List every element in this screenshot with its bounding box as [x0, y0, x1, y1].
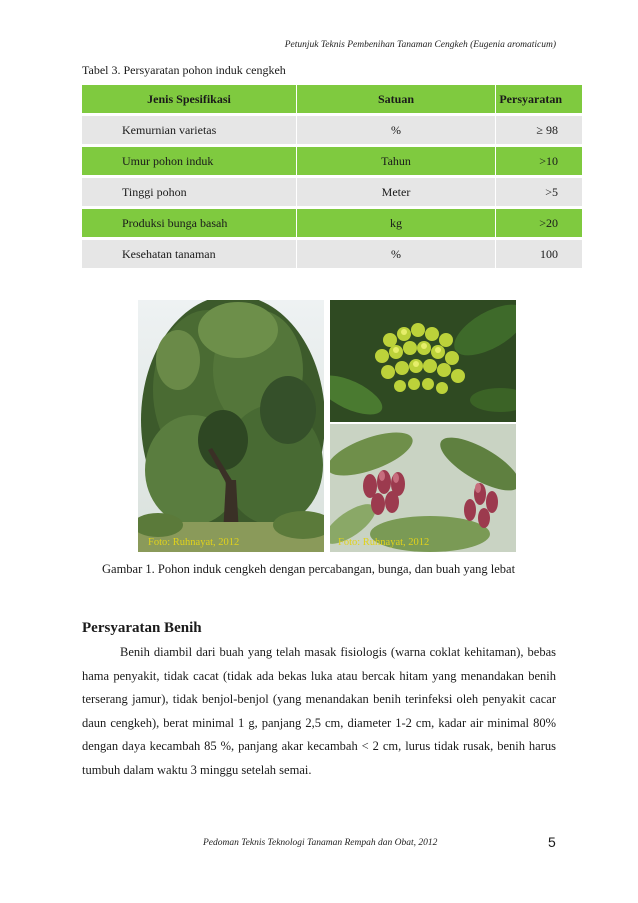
table-header-row — [82, 85, 582, 113]
photo-clove-fruits — [330, 424, 516, 552]
table-cell-unit: Meter — [296, 178, 495, 206]
table-cell-unit: Tahun — [296, 147, 495, 175]
figure-caption: Gambar 1. Pohon induk cengkeh dengan percabangan, bunga, dan buah yang lebat — [102, 562, 516, 576]
table-cell-requirement: ≥ 98 — [495, 116, 582, 144]
table-caption: Tabel 3. Persyaratan pohon induk cengkeh — [82, 63, 286, 77]
page-number: 5 — [548, 834, 556, 850]
table-row — [82, 147, 582, 175]
table-cell-unit: kg — [296, 209, 495, 237]
table-cell-spec: Kemurnian varietas — [82, 116, 296, 144]
table-row — [82, 209, 582, 237]
column-header-spec: Jenis Spesifikasi — [82, 85, 296, 113]
table-cell-requirement: 100 — [495, 240, 582, 268]
column-header-requirement: Persyaratan — [495, 85, 582, 113]
table-row — [82, 178, 582, 206]
table-cell-unit: % — [296, 240, 495, 268]
section-title: Persyaratan Benih — [82, 620, 202, 636]
table-cell-requirement: >10 — [495, 147, 582, 175]
paragraph-text: Benih diambil dari buah yang telah masak fisiologis (warna coklat kehitaman), bebas hama penyakit, tidak cacat (tidak ada bekas luka atau bercak hitam yang menandakan benih terserang jamur), tidak benjol-benjol (yang menandakan benih terinfeksi oleh penyakit cacar daun cengkeh), berat minimal 1 g, panjang 2,5 cm, diameter 1-2 cm, kadar air minimal 80% dengan daya kecambah 85 %, panjang akar kecambah < 2 cm, lurus tidak rusak, benih harus tumbuh dalam waktu 3 minggu setelah semai. — [82, 645, 556, 777]
table-cell-requirement: >20 — [495, 209, 582, 237]
table-cell-requirement: >5 — [495, 178, 582, 206]
table-cell-spec: Umur pohon induk — [82, 147, 296, 175]
table-row — [82, 116, 582, 144]
table-cell-spec: Produksi bunga basah — [82, 209, 296, 237]
photo-clove-flowers — [330, 300, 516, 422]
table-cell-spec: Tinggi pohon — [82, 178, 296, 206]
table-cell-unit: % — [296, 116, 495, 144]
running-header: Petunjuk Teknis Pembenihan Tanaman Cengkeh (Eugenia aromaticum) — [284, 40, 556, 50]
table-cell-spec: Kesehatan tanaman — [82, 240, 296, 268]
specification-table — [82, 82, 582, 271]
photo-clove-tree — [138, 300, 324, 552]
body-paragraph — [82, 641, 556, 782]
photo-credit-right: Foto: Ruhnayat, 2012 — [338, 537, 430, 548]
table-row — [82, 240, 582, 268]
photo-credit-left: Foto: Ruhnayat, 2012 — [148, 537, 240, 548]
running-footer: Pedoman Teknis Teknologi Tanaman Rempah dan Obat, 2012 — [203, 838, 438, 848]
column-header-unit: Satuan — [296, 85, 495, 113]
